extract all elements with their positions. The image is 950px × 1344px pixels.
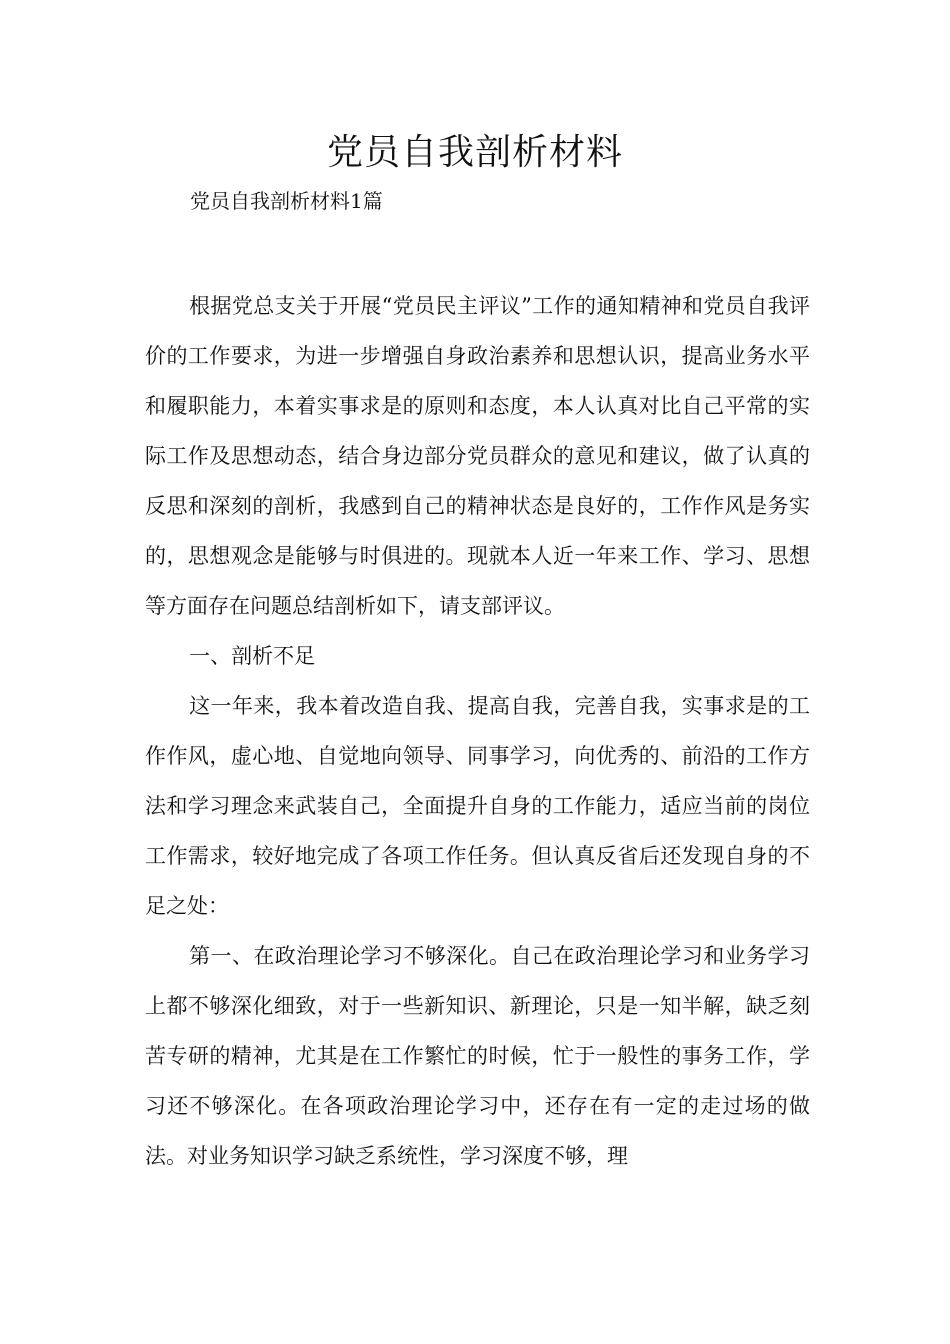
section-heading: 一、剖析不足: [189, 644, 316, 668]
document-body: [145, 281, 810, 1181]
paragraph-intro: 根据党总支关于开展“党员民主评议”工作的通知精神和党员自我评价的工作要求，为进一步增强自身政治素养和思想认识，提高业务水平和履职能力，本着实事求是的原则和态度，本人认真对比自己平常的实际工作及思想动态，结合身边部分党员群众的意见和建议，做了认真的反思和深刻的剖析，我感到自己的精神状态是良好的，工作作风是务实的，思想观念是能够与时俱进的。现就本人近一年来工作、学习、思想等方面存在问题总结剖析如下，请支部评议。: [145, 294, 810, 618]
document-subtitle: 党员自我剖析材料1篇: [190, 189, 383, 213]
paragraph-summary: 这一年来，我本着改造自我、提高自我，完善自我，实事求是的工作作风，虚心地、自觉地向领导、同事学习，向优秀的、前沿的工作方法和学习理念来武装自己，全面提升自身的工作能力，适应当前的岗位工作需求，较好地完成了各项工作任务。但认真反省后还发现自身的不足之处：: [145, 694, 810, 918]
document-title: 党员自我剖析材料: [326, 132, 623, 173]
paragraph-point-one: 第一、在政治理论学习不够深化。自己在政治理论学习和业务学习上都不够深化细致，对于一些新知识、新理论，只是一知半解，缺乏刻苦专研的精神，尤其是在工作繁忙的时候，忙于一般性的事务工作，学习还不够深化。在各项政治理论学习中，还存在有一定的走过场的做法。对业务知识学习缺乏系统性，学习深度不够，理: [145, 944, 810, 1168]
